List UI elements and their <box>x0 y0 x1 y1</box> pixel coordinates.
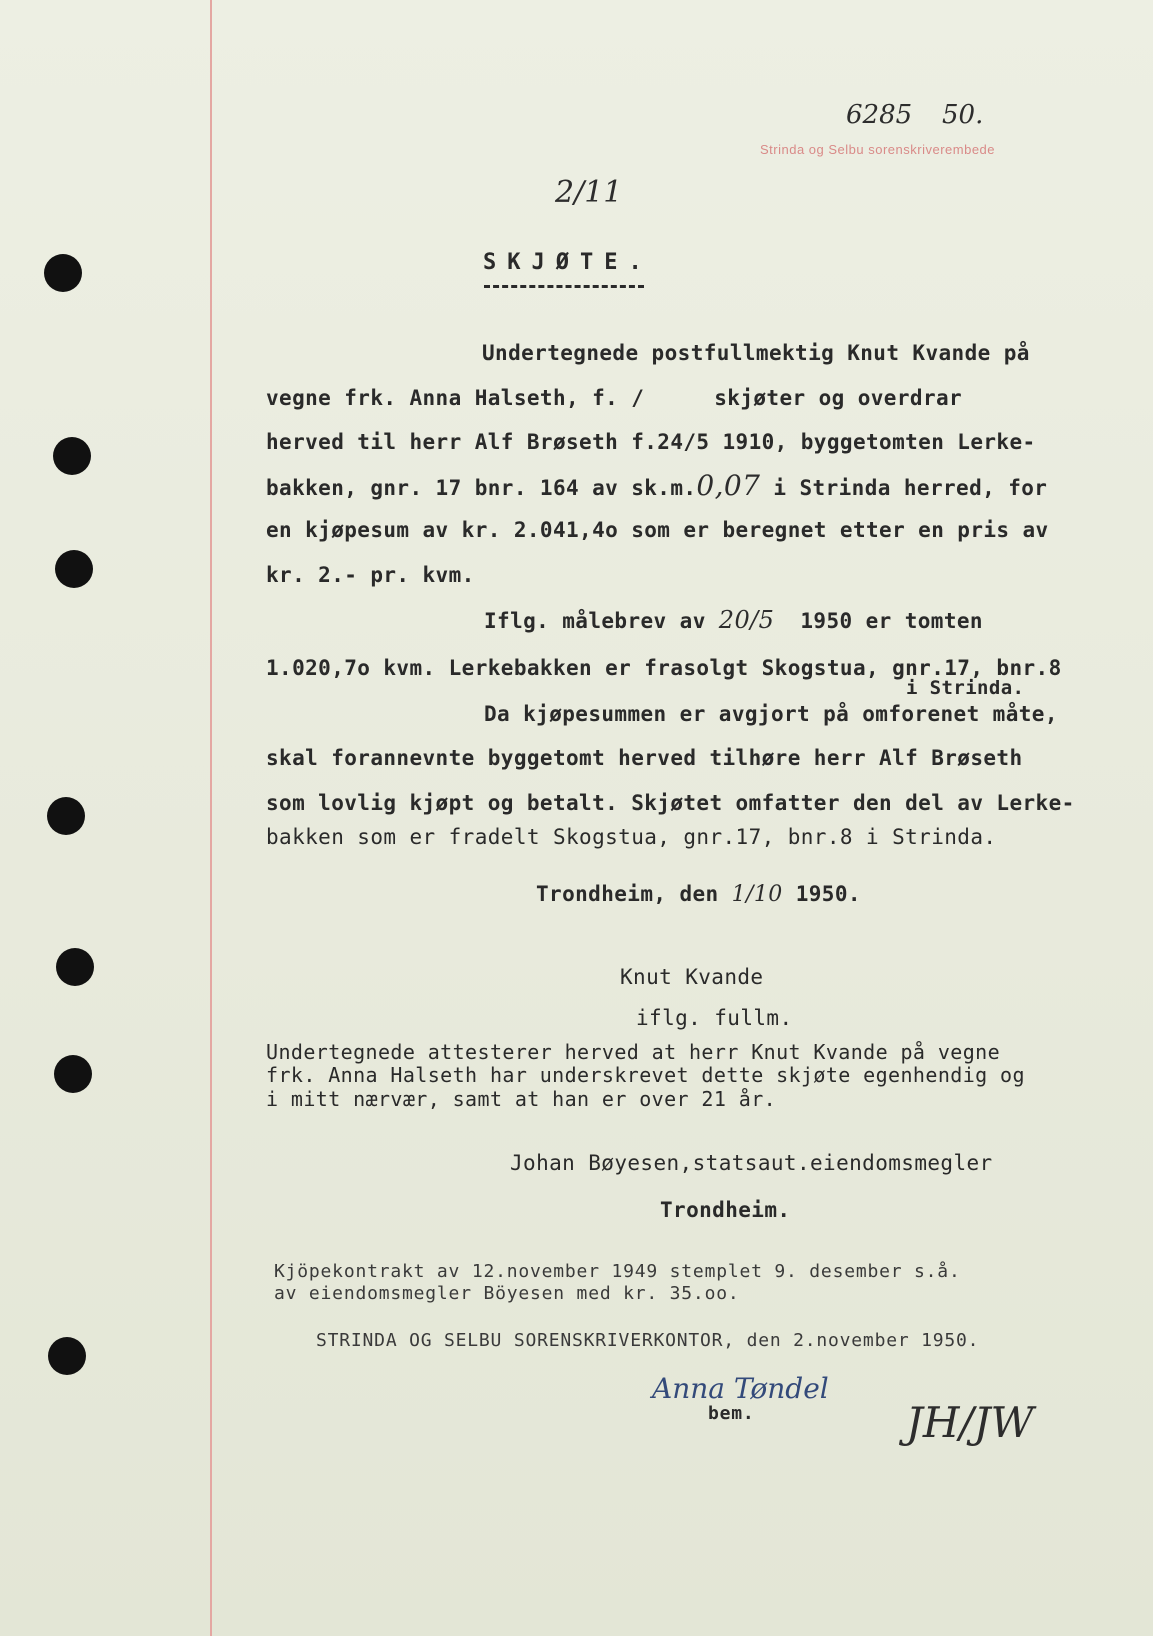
place-date: Trondheim, den 1/10 1950. <box>536 882 861 907</box>
body-line: Undertegnede postfullmektig Knut Kvande på <box>482 341 1030 365</box>
registry-label: bem. <box>708 1403 755 1424</box>
inserted-text: i Strinda. <box>906 677 1025 699</box>
registry-signature: Anna Tøndel <box>652 1372 829 1405</box>
body-line: 1.020,7o kvm. Lerkebakken er frasolgt Skogstua, gnr.17, bnr.8 <box>266 656 1062 680</box>
contract-note: Kjöpekontrakt av 12.november 1949 stemplet 9. desember s.å. <box>274 1261 961 1282</box>
date-note: 2/11 <box>555 175 623 210</box>
punch-hole <box>44 254 82 292</box>
punch-hole <box>56 948 94 986</box>
registry-initials: JH/JW <box>906 1398 1034 1447</box>
punch-hole <box>55 550 93 588</box>
contract-note: av eiendomsmegler Böyesen med kr. 35.oo. <box>274 1283 740 1304</box>
stamp-number: 6285 <box>846 100 913 130</box>
signer-role: iflg. fullm. <box>636 1006 793 1030</box>
attestation-line: Undertegnede attesterer herved at herr Knut Kvande på vegne <box>266 1040 1001 1064</box>
punch-hole <box>53 437 91 475</box>
handwritten-area: 0,07 <box>696 469 761 502</box>
attestation-line: frk. Anna Halseth har underskrevet dette skjøte egenhendig og <box>266 1063 1025 1087</box>
registry-office: STRINDA OG SELBU SORENSKRIVERKONTOR, den 2.november 1950. <box>316 1330 980 1351</box>
body-line: vegne frk. Anna Halseth, f. / skjøter og overdrar <box>266 386 963 410</box>
body-line: Iflg. målebrev av 20/5 1950 er tomten <box>484 606 983 634</box>
body-line: herved til herr Alf Brøseth f.24/5 1910, byggetomten Lerke- <box>266 430 1036 454</box>
document-title: SKJØTE. <box>483 250 653 275</box>
punch-hole <box>48 1337 86 1375</box>
handwritten-date: 20/5 <box>718 606 775 634</box>
body-line: skal forannevnte byggetomt herved tilhøre herr Alf Brøseth <box>266 746 1023 770</box>
stamp-year: 50. <box>942 100 984 130</box>
body-line: som lovlig kjøpt og betalt. Skjøtet omfatter den del av Lerke- <box>266 791 1075 815</box>
attestation-signer: Johan Bøyesen,statsaut.eiendomsmegler <box>510 1151 993 1175</box>
body-line: en kjøpesum av kr. 2.041,4o som er beregnet etter en pris av <box>266 518 1049 542</box>
punch-hole <box>54 1055 92 1093</box>
body-line: kr. 2.- pr. kvm. <box>266 563 475 587</box>
attestation-city: Trondheim. <box>660 1198 791 1222</box>
stamp-office: Strinda og Selbu sorenskriverembede <box>760 142 996 157</box>
title-underline <box>484 285 644 288</box>
body-line: bakken, gnr. 17 bnr. 164 av sk.m.0,07 i Strinda herred, for <box>266 469 1048 502</box>
margin-rule <box>210 0 212 1636</box>
body-line: bakken som er fradelt Skogstua, gnr.17, bnr.8 i Strinda. <box>266 825 997 849</box>
attestation-line: i mitt nærvær, samt at han er over 21 år. <box>266 1087 777 1111</box>
punch-hole <box>47 797 85 835</box>
signer-name: Knut Kvande <box>620 965 764 989</box>
handwritten-date: 1/10 <box>731 882 783 907</box>
body-line: Da kjøpesummen er avgjort på omforenet måte, <box>484 702 1058 726</box>
